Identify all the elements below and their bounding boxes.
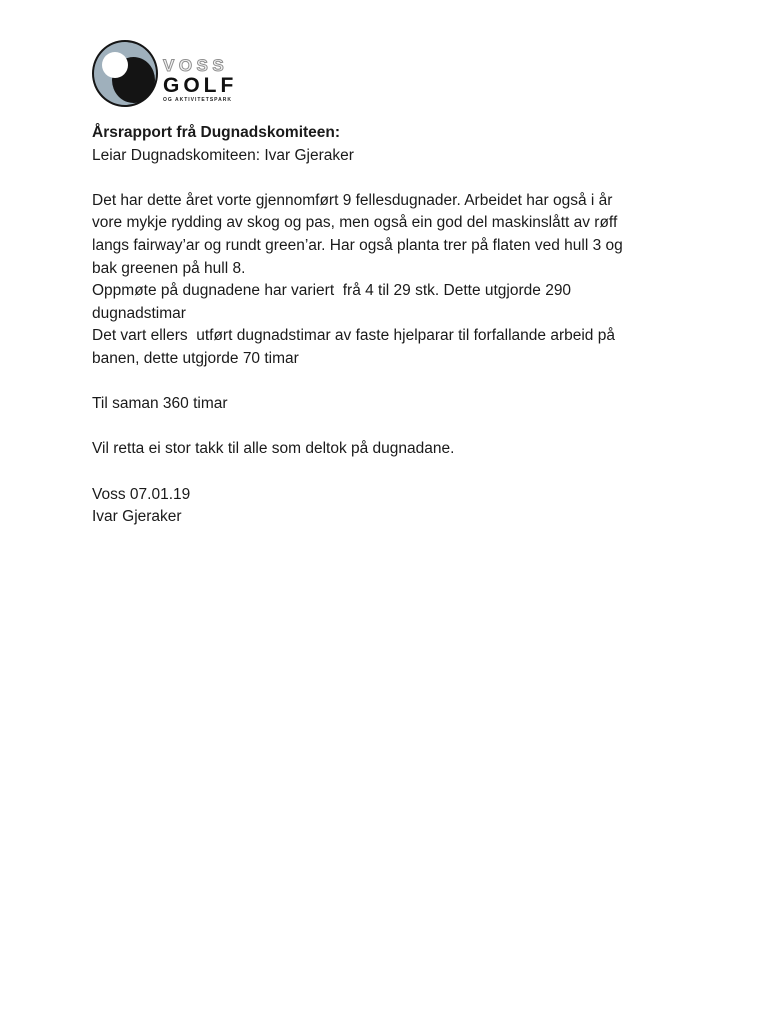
document-title: Årsrapport frå Dugnadskomiteen: <box>92 124 341 141</box>
logo-text <box>163 40 237 103</box>
body-line: Det har dette året vorte gjennomført 9 fellesdugnader. Arbeidet har også i år <box>92 191 613 209</box>
document-body <box>92 122 692 529</box>
body-line: dugnadstimar <box>92 304 186 322</box>
logo-subtitle-text: OG AKTIVITETSPARK <box>163 97 232 103</box>
body-line: Oppmøte på dugnadene har variert frå 4 til 29 stk. Dette utgjorde 290 <box>92 282 572 300</box>
blank-line <box>92 371 692 394</box>
logo-golf-text: GOLF <box>163 74 238 97</box>
golf-ball-white-circle <box>102 52 128 78</box>
place-date-line: Voss 07.01.19 <box>92 485 191 503</box>
thanks-line: Vil retta ei stor takk til alle som deltok på dugnadane. <box>92 440 455 458</box>
golf-ball-icon <box>92 40 158 107</box>
document-subtitle: Leiar Dugnadskomiteen: Ivar Gjeraker <box>92 146 354 164</box>
logo-voss-text: VOSS <box>163 56 229 75</box>
blank-line <box>92 167 692 190</box>
body-line: Det vart ellers utført dugnadstimar av faste hjelparar til forfallande arbeid på <box>92 327 615 345</box>
blank-line <box>92 416 692 439</box>
body-line: langs fairway’ar og rundt green’ar. Har også planta trer på flaten ved hull 3 og <box>92 236 623 254</box>
signature-line: Ivar Gjeraker <box>92 508 182 526</box>
body-line: banen, dette utgjorde 70 timar <box>92 349 299 367</box>
total-hours-line: Til saman 360 timar <box>92 395 228 413</box>
blank-line <box>92 461 692 484</box>
body-line: vore mykje rydding av skog og pas, men også ein god del maskinslått av røff <box>92 214 618 232</box>
voss-golf-logo <box>92 40 237 107</box>
body-line: bak greenen på hull 8. <box>92 259 246 277</box>
